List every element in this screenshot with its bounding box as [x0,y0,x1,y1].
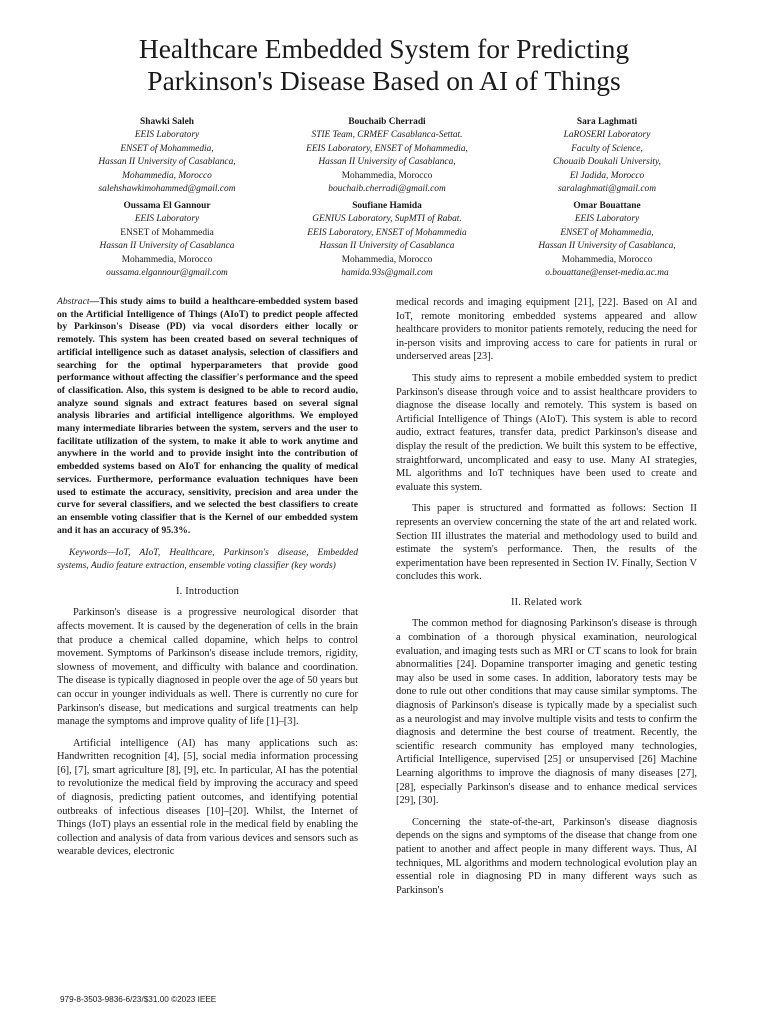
author-name: Oussama El Gannour [123,201,211,211]
author-affiliation-line: Mohammedia, Morocco [561,254,653,265]
author-email: o.bouattane@enset-media.ac.ma [545,268,669,279]
body-paragraph: Concerning the state-of-the-art, Parkinson's disease diagnosis depends on the signs and symptoms of the disease that change from one patient to another and affect people in many different ways. Thus, AI techniques, ML algorithms and modern technological evolution play an essential role in diagnosing PD in many different ways such as Parkinson's [396,816,697,896]
author-affiliation-line: Hassan II University of Casablanca [319,241,455,252]
title-line-1: Healthcare Embedded System for Predicting [138,33,630,64]
author-affiliation-line: El Jadida, Morocco [569,170,645,181]
author-card [497,116,717,196]
author-email: hamida.93s@gmail.com [341,268,433,279]
author-affiliation-line: Hassan II University of Casablanca, [318,157,456,168]
author-card [57,116,277,196]
body-paragraph: This paper is structured and formatted as follows: Section II represents an overview concerning the state of the art and related work. Section III illustrates the material and methodology used to build and estimate the system's performance. Then, the results of the experimentation have been represented in Section IV. Finally, Section V concludes this work. [396,503,697,583]
related-work-text [396,617,697,897]
author-affiliation-line: ENSET of Mohammedia [120,227,214,238]
author-affiliation-line: EEIS Laboratory, ENSET of Mohammedia [307,227,467,238]
body-paragraph: Artificial intelligence (AI) has many applications such as: Handwritten recognition [4], [5], social media information processing [6], [7], smart agriculture [8], [9], etc. In particular, AI has the potential to revolutionize the medical field by improving the accuracy and speed of diagnosis, predicting patient outcomes, and identifying potential outbreaks of infectious diseases [10]–[20]. Whilst, the Internet of Things (IoT) plays an essential role in the medical field by enabling the collection and analysis of data from various devices and sensors such as wearable devices, electronic [57,737,358,858]
author-name: Soufiane Hamida [352,201,422,211]
author-affiliation-line: ENSET of Mohammedia, [120,143,214,154]
author-card [57,200,277,280]
author-affiliation-line: Chouaib Doukali University, [552,157,662,168]
author-affiliation-line: EEIS Laboratory [134,130,200,141]
introduction-continued [396,296,697,584]
author-affiliation-line: Mohammedia, Morocco [122,170,212,181]
author-affiliation-line: Mohammedia, Morocco [121,254,213,265]
author-affiliation-line: EEIS Laboratory [574,214,640,225]
author-email: salehshawkimohammed@gmail.com [98,184,236,195]
author-affiliation-line: EEIS Laboratory, ENSET of Mohammedia, [306,143,468,154]
abstract-dash: — [89,296,100,307]
author-affiliation-line: GENIUS Laboratory, SupMTI of Rabat. [312,214,462,225]
author-affiliation-line: LaROSERI Laboratory [563,130,651,141]
abstract [57,296,358,537]
author-affiliation-line: Faculty of Science, [571,143,643,154]
author-affiliation-line: EEIS Laboratory [134,214,200,225]
body-paragraph: medical records and imaging equipment [21], [22]. Based on AI and IoT, remote monitoring embedded systems appeared and allow healthcare providers to monitor patients remotely, reducing the need for in-person visits and improving access to care for patients in rural or underserved areas [23]. [396,297,697,363]
author-affiliation-line: ENSET of Mohammedia, [560,227,654,238]
abstract-lead: Abstract [57,296,90,307]
author-card [277,116,497,196]
introduction-text [57,606,358,859]
author-card [497,200,717,280]
author-email: bouchaib.cherradi@gmail.com [328,184,446,195]
author-name: Shawki Saleh [140,117,194,127]
section-heading-related-work: II. Related work [510,596,582,608]
author-email: saralaghmati@gmail.com [558,184,656,195]
body-paragraph: This study aims to represent a mobile embedded system to predict Parkinson's disease through voice and to assist healthcare providers to diagnose the disease locally and remotely. This system is based on Artificial Intelligence of Things (AIoT). This system is able to record audio, extract features, transfer data, predict Parkinson's disease and display the result of the prediction. We built this system to be effective, straightforward, uncomplicated and easy to use. Many AI strategies, ML algorithms and IoT techniques have been used to create and evaluate this system. [396,372,697,493]
author-name: Omar Bouattane [573,201,641,211]
author-affiliation-line: Hassan II University of Casablanca, [98,157,236,168]
copyright-footer: 979-8-3503-9836-6/23/$31.00 ©2023 IEEE [60,995,217,1004]
right-column [396,296,697,905]
author-affiliation-line: Hassan II University of Casablanca, [538,241,676,252]
left-column [57,296,358,867]
author-affiliation-line: Mohammedia, Morocco [341,170,433,181]
body-paragraph: Parkinson's disease is a progressive neurological disorder that affects movement. It is caused by the degeneration of cells in the brain that produce a chemical called dopamine, which helps to control movement. Symptoms of Parkinson's disease include tremors, rigidity, slowness of movement, and difficulty with balance and coordination. The disease is typically diagnosed in people over the age of 50 years but can occur in younger individuals as well. There is currently no cure for Parkinson's disease, but medications and surgical treatments can help manage the symptoms and improve quality of life [1]–[3]. [57,607,358,728]
abstract-body: This study aims to build a healthcare-embedded system based on the Artificial Intelligence of Things (AIoT) to predict people affected by Parkinson's Disease (PD) via vocal disorders either locally or remotely. This system has been created based on several techniques of artificial intelligence such as dataset analysis, selection of classifiers and searching for the optimal hyperparameters that provide good performance without affecting the classifier's performance and the speed of classification. Also, this system is designed to be able to record audio, analyze sound signals and extract features based on several signal analysis libraries and artificial intelligence algorithms. We employed many intermediate libraries between the system, servers and the user to facilitate utilization of the system, to make it able to work anytime and anywhere in the world and to provide insight into the contribution of embedded systems based on AIoT for enhancing the quality of medical services. Furthermore, performance evaluation techniques have been used to estimate the accuracy, sensitivity, precision and area under the curve for several classifiers, and we selected the best classifiers to create an ensemble voting classifier that is the Kernel of our embedded system and it has an accuracy of 95.3%. [57,296,358,536]
author-email: oussama.elgannour@gmail.com [106,268,228,279]
author-card [277,200,497,280]
author-affiliation-line: Hassan II University of Casablanca [99,241,235,252]
paper-title [40,33,728,97]
body-paragraph: The common method for diagnosing Parkinson's disease is through a combination of a thorough physical examination, neurological evaluation, and imaging tests such as MRI or CT scans to look for brain abnormalities [24]. Dopamine transporter imaging and genetic testing may also be used in some cases. In addition, laboratory tests may be done to rule out other conditions that may cause similar symptoms. The diagnosis of Parkinson's disease is typically made by a specialist such as a neurologist and may involve multiple visits and tests to confirm the diagnosis and determine the best course of treatment. Recently, the scientific research community has employed many technologies, Artificial Intelligence, supervised [25] or unsupervised [26] Machine Learning algorithms to improve the diagnosis of many diseases [27], [28], especially Parkinson's disease and to enhance medical services [29], [30]. [396,618,697,807]
title-line-2: Parkinson's Disease Based on AI of Things [147,65,621,96]
author-name: Sara Laghmati [576,117,638,127]
author-affiliation-line: Mohammedia, Morocco [341,254,433,265]
section-heading-introduction: I. Introduction [175,585,240,597]
author-affiliation-line: STIE Team, CRMEF Casablanca-Settat. [311,130,463,141]
keywords: Keywords—IoT, AIoT, Healthcare, Parkinson's disease, Embedded systems, Audio feature extraction, ensemble voting classifier (key words) [57,547,358,572]
author-name: Bouchaib Cherradi [348,117,426,127]
